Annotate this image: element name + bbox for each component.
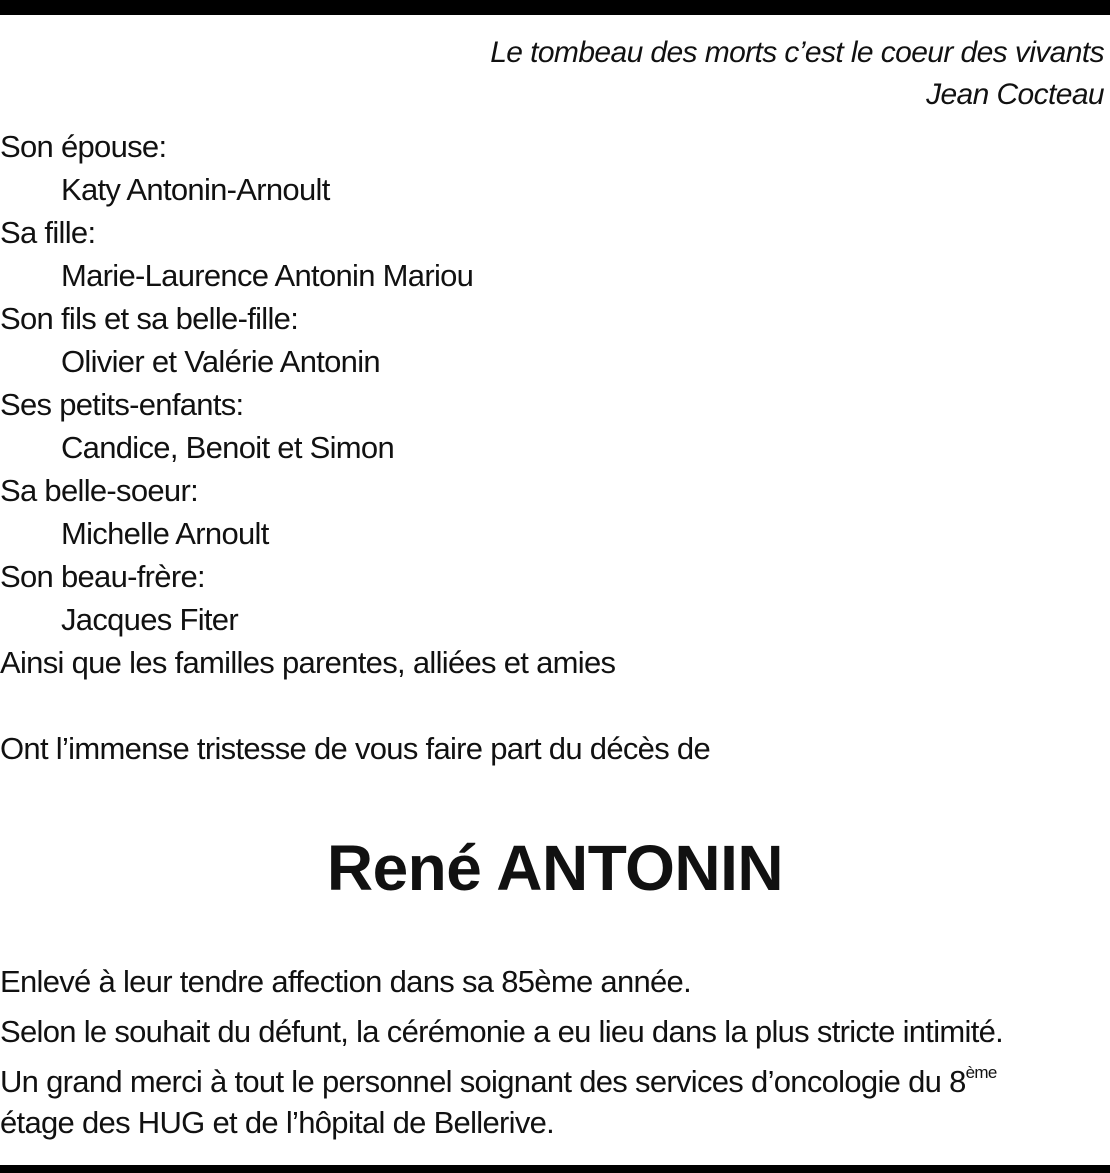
closing-line-ceremony: Selon le souhait du défunt, la cérémonie a eu lieu dans la plus stricte intimité.: [0, 1014, 1004, 1049]
family-relation: Sa fille:: [0, 215, 96, 250]
announcement-text: Ont l’immense tristesse de vous faire part du décès de: [0, 731, 710, 766]
family-names: Olivier et Valérie Antonin: [61, 344, 380, 379]
thanks-text: Un grand merci à tout le personnel soignant des services d’oncologie du 8: [0, 1064, 966, 1099]
family-relation: Son beau-frère:: [0, 559, 205, 594]
epigraph-author: Jean Cocteau: [926, 78, 1104, 111]
family-relation: Son fils et sa belle-fille:: [0, 301, 299, 336]
family-list: [0, 125, 615, 684]
epigraph-quote: Le tombeau des morts c’est le coeur des vivants: [490, 36, 1104, 69]
family-closing-line: Ainsi que les familles parentes, alliées et amies: [0, 645, 616, 680]
top-border-rule: [0, 0, 1110, 15]
deceased-name: René ANTONIN: [326, 832, 784, 904]
bottom-border-rule: [0, 1165, 1110, 1173]
ordinal-superscript: ème: [965, 1063, 997, 1082]
closing-line-thanks: [0, 1060, 997, 1103]
family-relation: Son épouse:: [0, 129, 167, 164]
family-relation: Ses petits-enfants:: [0, 387, 244, 422]
family-names: Michelle Arnoult: [61, 516, 269, 551]
family-relation: Sa belle-soeur:: [0, 473, 199, 508]
closing-line-hospital: étage des HUG et de l’hôpital de Bellerive.: [0, 1105, 555, 1140]
epigraph: [490, 32, 1104, 116]
family-names: Marie-Laurence Antonin Mariou: [61, 258, 474, 293]
closing-line-age: Enlevé à leur tendre affection dans sa 85ème année.: [0, 964, 692, 999]
family-names: Jacques Fiter: [61, 602, 238, 637]
family-names: Katy Antonin-Arnoult: [61, 172, 330, 207]
family-names: Candice, Benoit et Simon: [61, 430, 395, 465]
